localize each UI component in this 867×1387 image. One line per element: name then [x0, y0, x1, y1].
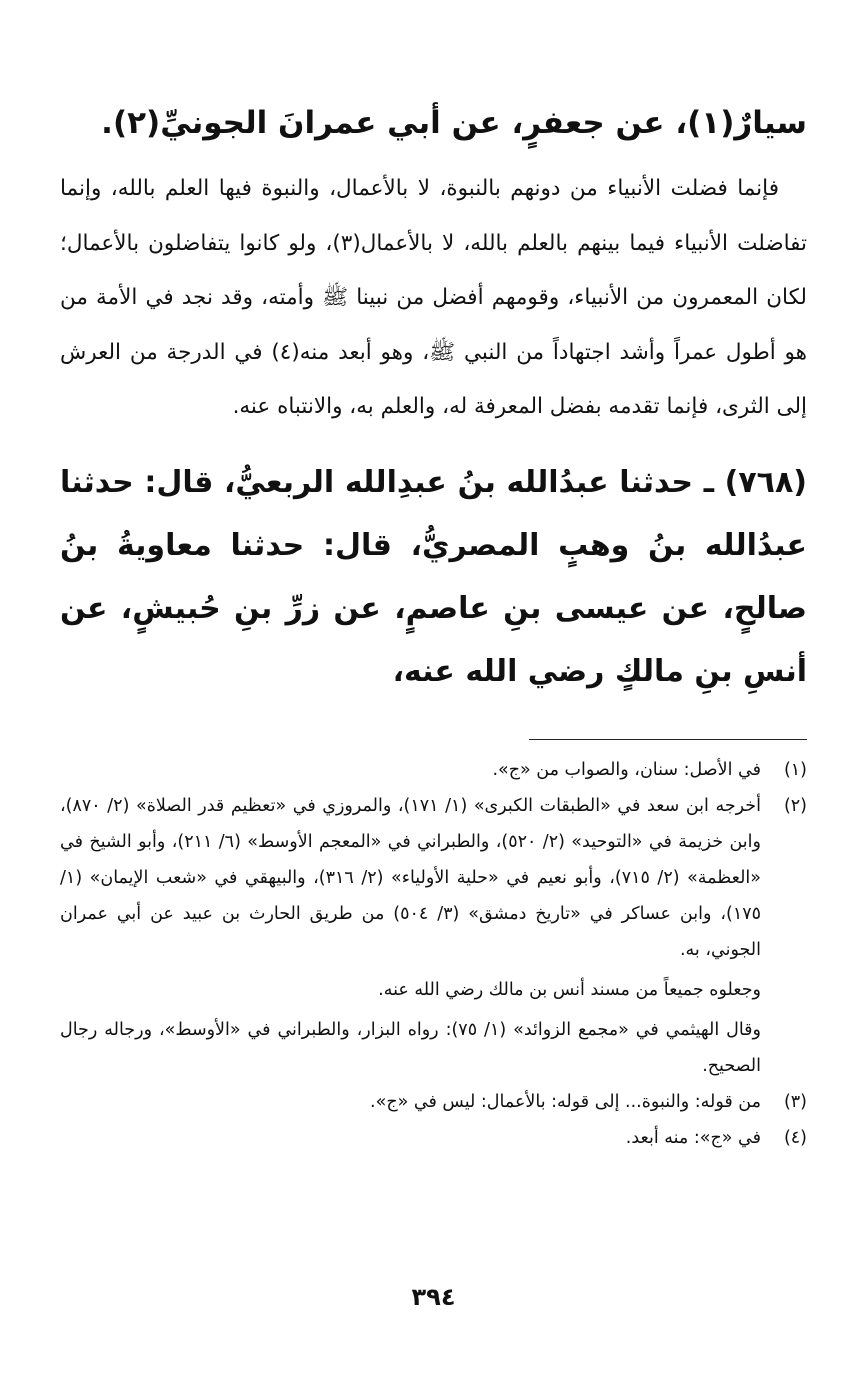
footnote-number: (٤): [783, 1127, 807, 1148]
footnote-number: (١): [783, 759, 807, 780]
footnote-2-continuation-1: وجعلوه جميعاً من مسند أنس بن مالك رضي الله عنه.: [378, 979, 761, 1000]
footnote-number: (٣): [783, 1091, 807, 1112]
footnote-2: [60, 788, 807, 968]
page-body: [60, 88, 807, 1387]
footnote-1: [60, 752, 807, 788]
footnote-text: أخرجه ابن سعد في «الطبقات الكبرى» (١/ ١٧١)، والمروزي في «تعظيم قدر الصلاة» (٢/ ٨٧٠)، وابن خزيمة في «التوحيد» (٢/ ٥٢٠)، والطبراني في «المعجم الأوسط» (٦/ ٢١١)، وأبو الشيخ في «العظمة» (٢/ ٧١٥)، وأبو نعيم في «حلية الأولياء» (٢/ ٣١٦)، والبيهقي في «شعب الإيمان» (١/ ١٧٥)، وابن عساكر في «تاريخ دمشق» (٣/ ٥٠٤) من طريق الحارث بن عبيد عن أبي عمران الجوني، به.: [60, 795, 762, 960]
footnote-4: [60, 1120, 807, 1156]
footnote-3: [60, 1084, 807, 1120]
footnotes-section: [60, 752, 807, 1156]
page-number: ٣٩٤: [411, 1283, 456, 1311]
hadith-tail-line: سيارٌ(١)، عن جعفرٍ، عن أبي عمرانَ الجونيِّ(٢).: [101, 105, 807, 141]
footnote-separator: [529, 739, 807, 740]
hadith-768-paragraph: (٧٦٨) ـ حدثنا عبدُالله بنُ عبدِالله الربعيُّ، قال: حدثنا عبدُالله بنُ وهبٍ المصريُّ، قال: حدثنا معاويةُ بنُ صالحٍ، عن عيسى بنِ عاصمٍ، عن زرِّ بنِ حُبيشٍ، عن أنسِ بنِ مالكٍ رضي الله عنه،: [60, 464, 807, 689]
commentary-text: فإنما فضلت الأنبياء من دونهم بالنبوة، لا بالأعمال، والنبوة فيها العلم بالله، وإنما تفاضلت الأنبياء فيما بينهم بالعلم بالله، لا بالأعمال(٣)، ولو كانوا يتفاضلون بالأعمال؛ لكان المعمرون من الأنبياء، وقومهم أفضل من نبينا ﷺ وأمته، وقد نجد في الأمة من هو أطول عمراً وأشد اجتهاداً من النبي ﷺ، وهو أبعد منه(٤) في الدرجة من العرش إلى الثرى، فإنما تقدمه بفضل المعرفة له، والعلم به، والانتباه عنه.: [60, 176, 807, 420]
footnote-text: في الأصل: سنان، والصواب من «ج».: [492, 759, 761, 780]
footnote-number: (٢): [783, 795, 807, 816]
commentary-paragraph: [60, 162, 807, 435]
footnote-2-continuation-2: وقال الهيثمي في «مجمع الزوائد» (١/ ٧٥): رواه البزار، والطبراني في «الأوسط»، ورجاله رجال الصحيح.: [60, 1019, 761, 1076]
footnote-text: من قوله: والنبوة... إلى قوله: بالأعمال: ليس في «ج».: [370, 1091, 761, 1112]
footnote-text: في «ج»: منه أبعد.: [625, 1127, 761, 1148]
